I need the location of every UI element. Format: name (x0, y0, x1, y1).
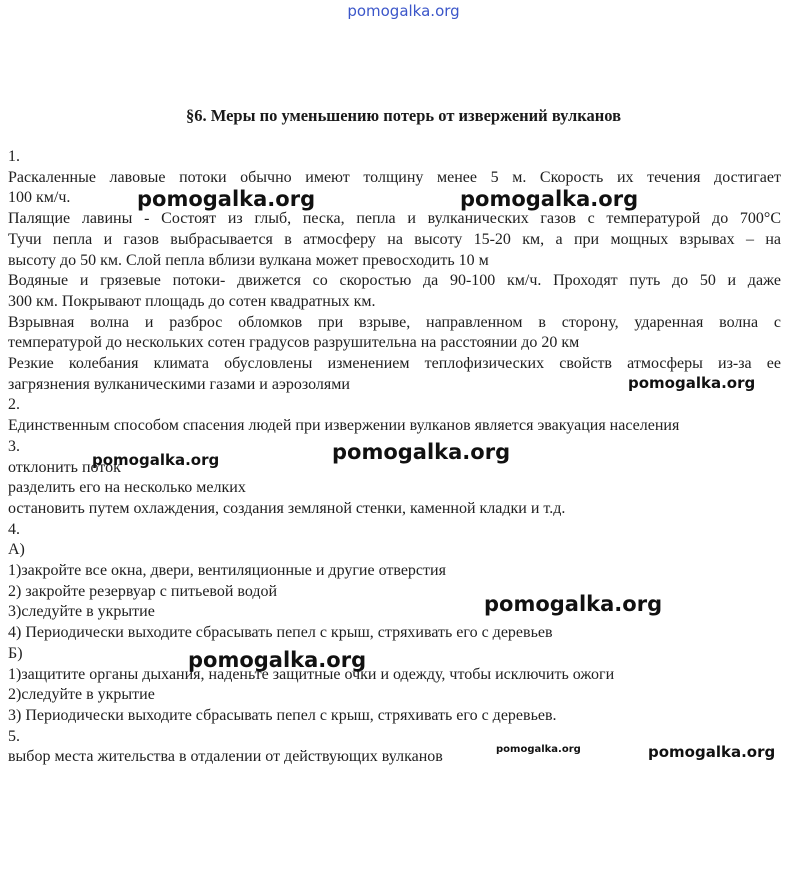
watermark: pomogalka.org (460, 187, 639, 211)
text-line: Водяные и грязевые потоки- движется со скоростью да 90-100 км/ч. Проходят путь до 50 и даже (8, 272, 781, 290)
list-item: 3)следуйте в укрытие (8, 603, 155, 621)
text-line: остановить путем охлаждения, создания земляной стенки, каменной кладки и т.д. (8, 499, 566, 517)
text-line: загрязнения вулканическими газами и аэрозолями (8, 375, 350, 393)
page-title: §6. Меры по уменьшению потерь от извержений вулканов (185, 106, 622, 125)
section-number-2: 2. (8, 396, 20, 414)
list-item: 4) Периодически выходите сбрасывать пепел с крыш, стряхивать его с деревьев (8, 624, 553, 642)
text-line: Палящие лавины - Состоят из глыб, песка, пепла и вулканических газов с температурой до 700°С (8, 210, 781, 228)
text-line: температурой до нескольких сотен градусов разрушительна на расстоянии до 20 км (8, 334, 580, 352)
text-line: Взрывная волна и разброс обломков при взрыве, направленном в сторону, ударенная волна с (8, 313, 781, 331)
watermark: pomogalka.org (628, 374, 756, 392)
text-line: высоту до 50 км. Слой пепла вблизи вулкана может превосходить 10 м (8, 251, 489, 269)
text-line: Единственным способом спасения людей при извержении вулканов является эвакуация населения (8, 417, 680, 435)
text-line: Раскаленные лавовые потоки обычно имеют толщину менее 5 м. Скорость их течения достигает (8, 168, 781, 186)
subsection-label-a: А) (8, 541, 25, 559)
watermark: pomogalka.org (188, 648, 367, 672)
section-number-4: 4. (8, 520, 20, 538)
list-item: 3) Периодически выходите сбрасывать пепел с крыш, стряхивать его с деревьев. (8, 706, 557, 724)
subsection-label-b: Б) (8, 644, 23, 662)
list-item: 1)защитите органы дыхания, наденьте защитные очки и одежду, чтобы исключить ожоги (8, 665, 615, 683)
text-line: Резкие колебания климата обусловлены изменением теплофизических свойств атмосферы из-за ее (8, 355, 781, 373)
text-line: Тучи пепла и газов выбрасывается в атмосферу на высоту 15-20 км, а при мощных взрывах – на (8, 230, 781, 248)
watermark: pomogalka.org (496, 744, 581, 755)
section-number-1: 1. (8, 148, 20, 165)
list-item: 2)следуйте в укрытие (8, 686, 155, 704)
watermark: pomogalka.org (648, 743, 776, 761)
text-line: 100 км/ч. (8, 189, 71, 207)
watermark: pomogalka.org (137, 187, 316, 211)
text-line: выбор места жительства в отдалении от действующих вулканов (8, 748, 443, 766)
list-item: 1)закройте все окна, двери, вентиляционные и другие отверстия (8, 562, 446, 580)
list-item: 2) закройте резервуар с питьевой водой (8, 582, 278, 600)
watermark: pomogalka.org (332, 440, 511, 464)
site-link[interactable]: pomogalka.org (347, 2, 460, 20)
watermark: pomogalka.org (92, 451, 220, 469)
text-line: разделить его на несколько мелких (8, 479, 246, 497)
text-line: отклонить поток (8, 458, 121, 476)
watermark: pomogalka.org (484, 592, 663, 616)
section-number-5: 5. (8, 727, 20, 745)
text-line: 300 км. Покрывают площадь до сотен квадратных км. (8, 292, 376, 310)
section-number-3: 3. (8, 437, 20, 455)
